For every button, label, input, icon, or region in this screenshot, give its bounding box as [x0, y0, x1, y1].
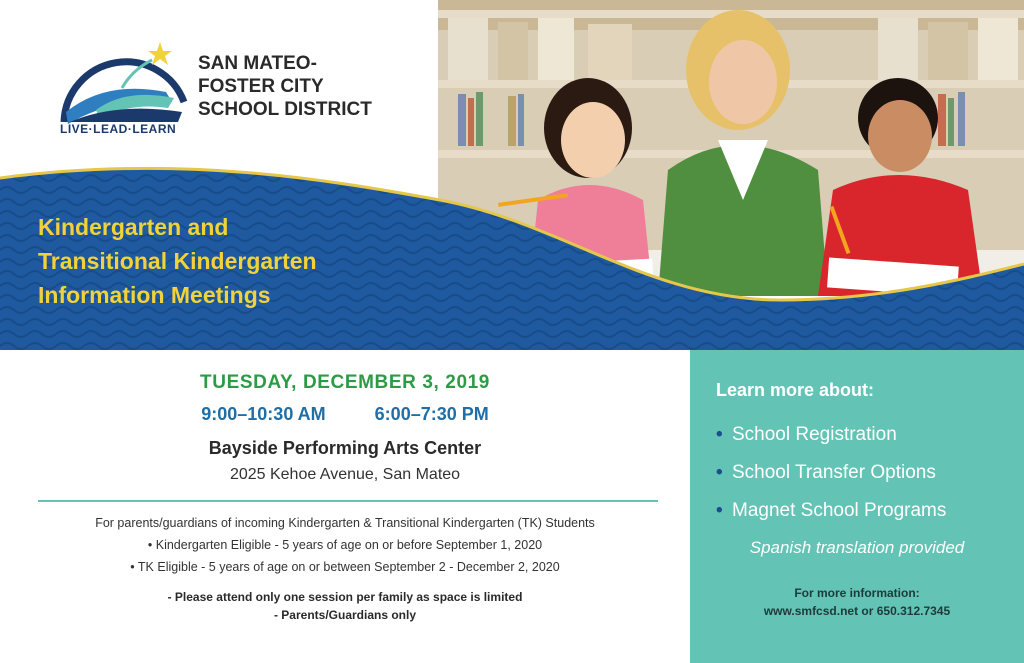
bullet-icon: •	[716, 500, 723, 521]
divider	[38, 500, 658, 502]
district-name	[198, 52, 372, 121]
venue-address: 2025 Kehoe Avenue, San Mateo	[229, 466, 461, 483]
venue-name: Bayside Performing Arts Center	[208, 438, 482, 458]
attendance-note: - Parents/Guardians only	[273, 608, 417, 622]
topic-label: School Registration	[732, 424, 897, 445]
session-times	[0, 404, 690, 425]
learn-more-title: Learn more about:	[716, 380, 875, 400]
eligibility-item: • Kindergarten Eligible - 5 years of age on or before September 1, 2020	[147, 538, 543, 552]
district-name-line: SCHOOL DISTRICT	[198, 99, 372, 120]
bullet-icon: •	[716, 462, 723, 483]
session-morning: 9:00–10:30 AM	[201, 404, 326, 424]
district-name-line: SAN MATEO-	[198, 53, 317, 74]
topics-list	[716, 416, 946, 530]
eligibility-item: • TK Eligible - 5 years of age on or between September 2 - December 2, 2020	[130, 560, 560, 574]
topic-label: Magnet School Programs	[732, 500, 947, 521]
event-date: TUESDAY, DECEMBER 3, 2019	[200, 372, 490, 393]
contact-info	[690, 584, 1024, 620]
audience-details	[0, 512, 690, 578]
headline-line: Kindergarten and	[38, 214, 229, 240]
contact-details[interactable]: www.smfcsd.net or 650.312.7345	[763, 604, 951, 618]
headline-line: Transitional Kindergarten	[38, 248, 317, 274]
translation-note: Spanish translation provided	[749, 538, 965, 557]
contact-label: For more information:	[794, 586, 920, 600]
district-name-line: FOSTER CITY	[198, 76, 324, 97]
headline-line: Information Meetings	[38, 282, 271, 308]
learn-more-panel	[690, 350, 1024, 663]
attendance-notes	[0, 588, 690, 624]
topic-label: School Transfer Options	[732, 462, 936, 483]
list-item	[716, 492, 946, 530]
list-item	[716, 416, 946, 454]
audience-intro: For parents/guardians of incoming Kindergarten & Transitional Kindergarten (TK) Students	[95, 516, 595, 530]
attendance-note: - Please attend only one session per family as space is limited	[167, 590, 523, 604]
district-tagline: LIVE·LEAD·LEARN	[60, 122, 177, 136]
bullet-icon: •	[716, 424, 723, 445]
session-evening: 6:00–7:30 PM	[374, 404, 489, 424]
headline	[38, 210, 317, 312]
list-item	[716, 454, 946, 492]
